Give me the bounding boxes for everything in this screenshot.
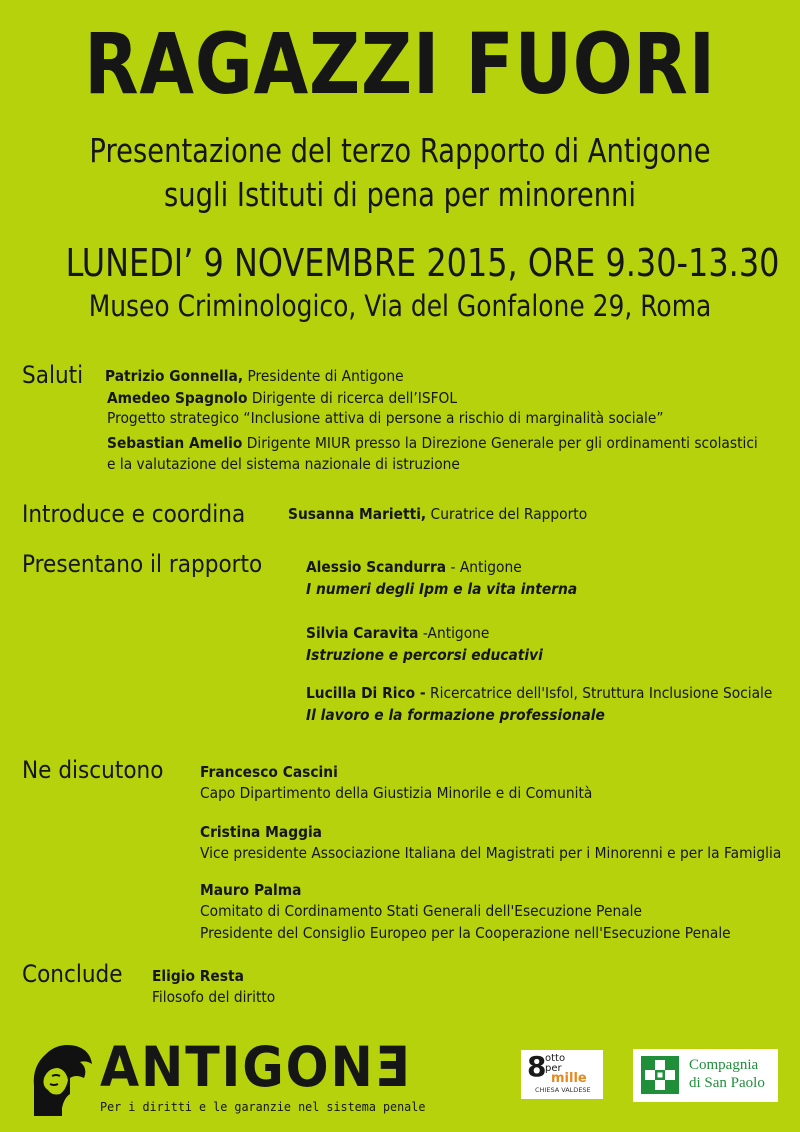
speaker-role: Dirigente di ricerca dell’ISFOL (247, 389, 458, 407)
ottopermille-org: CHIESA VALDESE (535, 1086, 591, 1094)
speaker-amelio (107, 436, 758, 451)
speaker-caravita (306, 626, 489, 641)
speaker-resta (152, 969, 244, 984)
speaker-role: Dirigente MIUR presso la Direzione Generale per gli ordinamenti scolastici (242, 434, 758, 452)
section-heading-introduce: Introduce e coordina (22, 500, 246, 528)
poster-title: RAGAZZI FUORI (84, 15, 716, 113)
speaker-role: Curatrice del Rapporto (426, 505, 588, 523)
speaker-spagnolo (107, 391, 457, 406)
ottopermille-logo (521, 1050, 603, 1099)
speaker-name: Eligio Resta (152, 967, 244, 985)
section-heading-conclude: Conclude (22, 960, 123, 988)
section-heading-saluti: Saluti (22, 361, 84, 389)
speaker-gonnella (105, 369, 404, 384)
speaker-role: Ricercatrice dell'Isfol, Struttura Inclusione Sociale (425, 684, 773, 702)
speaker-name: Cristina Maggia (200, 823, 323, 841)
speaker-cascini (200, 765, 338, 780)
event-date: LUNEDI’ 9 NOVEMBRE 2015, ORE 9.30-13.30 (65, 241, 780, 285)
speaker-palma (200, 883, 301, 898)
antigone-wordmark: ANTIGONƎ (100, 1035, 412, 1099)
speaker-dirico (306, 686, 772, 701)
sanpaolo-line1: Compagnia (689, 1057, 759, 1073)
speaker-role-continued: e la valutazione del sistema nazionale di istruzione (107, 455, 460, 473)
speaker-role: Presidente di Antigone (243, 367, 404, 385)
speaker-name: Silvia Caravita (306, 624, 419, 642)
speaker-name: Mauro Palma (200, 881, 302, 899)
speaker-role: Vice presidente Associazione Italiana del Magistrati per i Minorenni e per la Famiglia (200, 846, 782, 861)
poster-subtitle-line1: Presentazione del terzo Rapporto di Antigone (89, 131, 711, 170)
speaker-role: -Antigone (418, 624, 490, 642)
speaker-role: Filosofo del diritto (152, 988, 276, 1006)
speaker-role-clip (200, 846, 800, 861)
speaker-name: Alessio Scandurra (306, 558, 447, 576)
speaker-maggia (200, 825, 322, 840)
speaker-name: Amedeo Spagnolo (107, 389, 248, 407)
sanpaolo-logo (633, 1049, 778, 1102)
speaker-project: Progetto strategico “Inclusione attiva di persone a rischio di marginalità sociale” (107, 409, 664, 427)
speaker-role: Comitato di Cordinamento Stati Generali dell'Esecuzione Penale (200, 902, 642, 920)
ottopermille-number: 8 (527, 1050, 547, 1083)
section-heading-presentano: Presentano il rapporto (22, 550, 263, 578)
speaker-scandurra (306, 560, 522, 575)
ottopermille-otto: otto (545, 1053, 566, 1064)
speaker-name: Francesco Cascini (200, 763, 338, 781)
antigone-logo (26, 1038, 96, 1122)
ottopermille-mille: mille (551, 1071, 587, 1086)
speaker-role: - Antigone (446, 558, 522, 576)
antigone-head-icon (26, 1038, 96, 1118)
speaker-role: Capo Dipartimento della Giustizia Minorile e di Comunità (200, 784, 593, 802)
speaker-role: Presidente del Consiglio Europeo per la Cooperazione nell'Esecuzione Penale (200, 924, 731, 942)
speaker-marietti (288, 507, 587, 522)
antigone-tagline: Per i diritti e le garanzie nel sistema penale (100, 1099, 426, 1114)
section-heading-discutono: Ne discutono (22, 756, 164, 784)
speaker-name: Sebastian Amelio (107, 434, 243, 452)
speaker-name: Susanna Marietti, (288, 505, 427, 523)
talk-topic: I numeri degli Ipm e la vita interna (306, 580, 578, 598)
ottopermille-per: per (545, 1063, 562, 1074)
speaker-name: Patrizio Gonnella, (105, 367, 244, 385)
speaker-name: Lucilla Di Rico - (306, 684, 426, 702)
poster-subtitle-line2: sugli Istituti di pena per minorenni (163, 175, 637, 214)
talk-topic: Il lavoro e la formazione professionale (306, 706, 605, 724)
event-venue: Museo Criminologico, Via del Gonfalone 29, Roma (88, 289, 712, 323)
sanpaolo-cross-icon (641, 1056, 679, 1094)
sanpaolo-line2: di San Paolo (689, 1075, 765, 1091)
talk-topic: Istruzione e percorsi educativi (306, 646, 543, 664)
